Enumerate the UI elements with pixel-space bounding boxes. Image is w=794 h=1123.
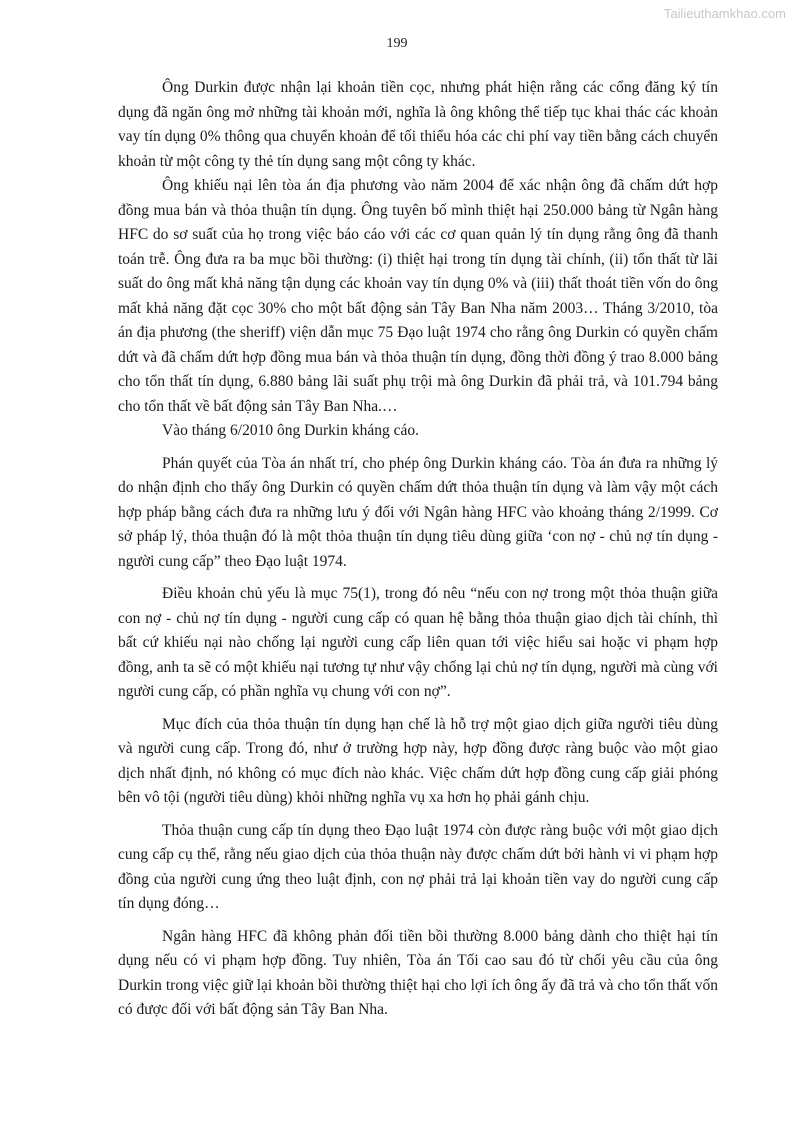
paragraph: Ông khiếu nại lên tòa án địa phương vào năm 2004 để xác nhận ông đã chấm dứt hợp đồng mua bán và thỏa thuận tín dụng. Ông tuyên bố mình thiệt hại 250.000 bảng từ Ngân hàng HFC do sơ suất của họ trong việc báo cáo với các cơ quan quản lý tín dụng rằng ông đã thanh toán trễ. Ông đưa ra ba mục bồi thường: (i) thiệt hại trong tín dụng tài chính, (ii) tổn thất từ lãi suất do ông mất khả năng tận dụng các khoản vay tín dụng 0% và (iii) thất thoát tiền vốn do ông mất khả năng đặt cọc 30% cho một bất động sản Tây Ban Nha năm 2003… Tháng 3/2010, tòa án địa phương (the sheriff) viện dẫn mục 75 Đạo luật 1974 cho rằng ông Durkin có quyền chấm dứt và đã chấm dứt hợp đồng mua bán và thỏa thuận tín dụng, đồng thời đồng ý trao 8.000 bảng cho tổn thất tín dụng, 6.880 bảng lãi suất phụ trội mà ông Durkin đã phải trả, và 101.794 bảng cho tổn thất về bất động sản Tây Ban Nha.… (118, 177, 718, 415)
paragraph: Ngân hàng HFC đã không phản đối tiền bồi thường 8.000 bảng dành cho thiệt hại tín dụng nếu có vi phạm hợp đồng. Tuy nhiên, Tòa án Tối cao sau đó từ chối yêu cầu của ông Durkin trong việc giữ lại khoản bồi thường thiệt hại cho lợi ích ông ấy đã trả và cho tổn thất vốn có được đối với bất động sản Tây Ban Nha. (118, 927, 718, 1018)
paragraph: Ông Durkin được nhận lại khoản tiền cọc, nhưng phát hiện rằng các cổng đăng ký tín dụng đã ngăn ông mở những tài khoản mới, nghĩa là ông không thể tiếp tục khai thác các khoản vay tín dụng 0% thông qua chuyển khoản để tối thiểu hóa các chi phí vay tiền bằng cách chuyển khoản từ một công ty thẻ tín dụng sang một công ty khác. (118, 79, 718, 170)
paragraph: Điều khoản chủ yếu là mục 75(1), trong đó nêu “nếu con nợ trong một thỏa thuận giữa con nợ - chủ nợ tín dụng - người cung cấp có quan hệ bằng thỏa thuận giao dịch tài chính, thì bất cứ khiếu nại nào chống lại người cung cấp liên quan tới việc hiểu sai hoặc vi phạm hợp đồng, anh ta sẽ có một khiếu nại tương tự như vậy chống lại chủ nợ tín dụng, người mà cùng với người cung cấp, có phần nghĩa vụ chung với con nợ”. (118, 585, 718, 700)
document-body (118, 76, 718, 1023)
paragraph: Thỏa thuận cung cấp tín dụng theo Đạo luật 1974 còn được ràng buộc với một giao dịch cung cấp cụ thể, rằng nếu giao dịch của thỏa thuận này được chấm dứt bởi hành vi vi phạm hợp đồng của người cung ứng theo luật định, con nợ phải trả lại khoản tiền vay do người cung cấp tín dụng đóng… (118, 821, 718, 912)
paragraph: Phán quyết của Tòa án nhất trí, cho phép ông Durkin kháng cáo. Tòa án đưa ra những lý do nhận định cho thấy ông Durkin có quyền chấm dứt thỏa thuận tín dụng và làm vậy một cách hợp pháp bằng cách đưa ra những lưu ý đối với Ngân hàng HFC vào khoảng tháng 2/1999. Cơ sở pháp lý, thỏa thuận đó là một thỏa thuận tín dụng tiêu dùng giữa ‘con nợ - chủ nợ tín dụng - người cung cấp” theo Đạo luật 1974. (118, 454, 718, 570)
page-number: 199 (386, 36, 408, 51)
paragraph: Mục đích của thỏa thuận tín dụng hạn chế là hỗ trợ một giao dịch giữa người tiêu dùng và người cung cấp. Trong đó, như ở trường hợp này, hợp đồng được ràng buộc vào một giao dịch nhất định, nó không có mục đích nào khác. Việc chấm dứt hợp đồng cung cấp giải phóng bên vô tội (người tiêu dùng) khỏi những nghĩa vụ xa hơn họ phải gánh chịu. (118, 715, 718, 806)
paragraph: Vào tháng 6/2010 ông Durkin kháng cáo. (162, 422, 419, 439)
watermark: Tailieuthamkhao.com (663, 6, 786, 21)
